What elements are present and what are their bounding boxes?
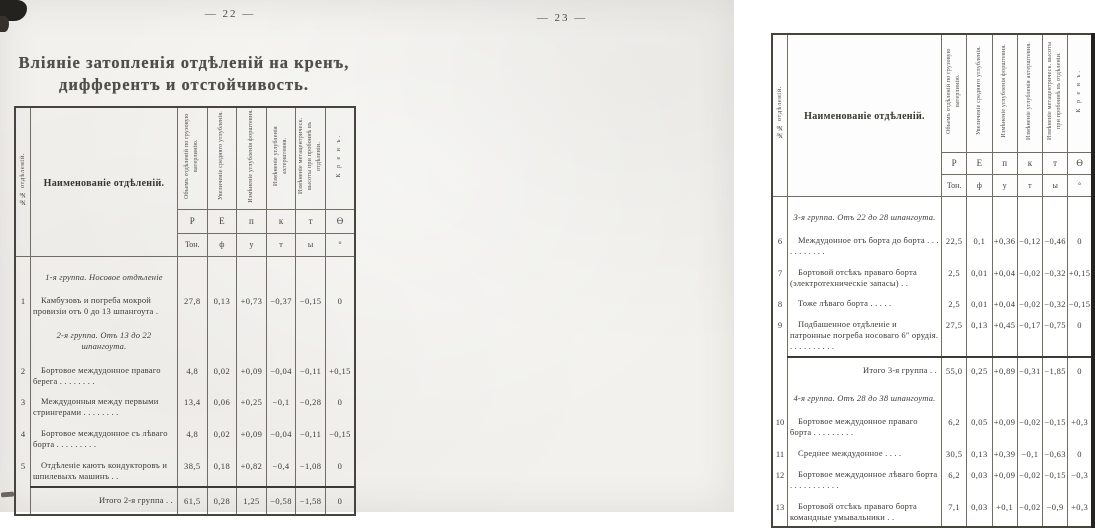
- column-header-value-1: [967, 34, 992, 152]
- column-unit: °: [1068, 174, 1093, 196]
- value-column-label: Измѣненіе углубленія ахтерштевня.: [1026, 41, 1033, 140]
- compartment-row: [15, 359, 355, 391]
- column-header-value-1: [207, 107, 237, 209]
- column-symbol: Р: [942, 152, 967, 174]
- group-heading-row: [772, 196, 1093, 229]
- value-cell: −0,46: [1043, 229, 1068, 261]
- compartment-numbers-label: №№ отдѣленій.: [19, 152, 27, 206]
- value-cell: 61,5: [178, 487, 208, 515]
- value-cell: [992, 196, 1017, 229]
- value-cell: −0,31: [1017, 357, 1042, 384]
- value-cell: −0,12: [1017, 229, 1042, 261]
- value-column-label: Объемъ отдѣленій по грузовую ватерлинію.: [946, 47, 962, 134]
- row-number-cell: 13: [772, 495, 788, 528]
- page-number: — 22 —: [204, 8, 256, 20]
- value-column-label: К р е н ъ.: [1076, 69, 1083, 113]
- compartment-row: [15, 289, 355, 321]
- column-unit: ы: [1043, 174, 1068, 196]
- value-cell: +0,25: [237, 390, 267, 422]
- total-row: [15, 487, 355, 515]
- value-cell: −0,4: [266, 454, 296, 487]
- value-cell: −1,58: [296, 487, 326, 515]
- value-cell: [266, 321, 296, 359]
- value-cell: 13,4: [178, 390, 208, 422]
- column-unit: ы: [296, 233, 326, 256]
- column-header-value-3: [266, 107, 296, 209]
- value-cell: 0,02: [207, 422, 237, 454]
- value-cell: −0,15: [296, 289, 326, 321]
- compartment-name-cell: Итого 2-я группа . .: [31, 487, 178, 515]
- compartment-name-cell: Камбузовъ и погреба мокрой провизіи отъ 0 до 13 шпангоута .: [31, 289, 178, 321]
- value-column-label: Объемъ отдѣленій по грузовую ватерлинію.: [184, 112, 200, 199]
- value-cell: [1017, 196, 1042, 229]
- column-header-value-4: [1043, 34, 1068, 152]
- value-cell: −0,75: [1043, 313, 1068, 357]
- value-cell: 4,8: [178, 359, 208, 391]
- value-cell: 22,5: [942, 229, 967, 261]
- value-cell: 2,5: [942, 261, 967, 293]
- value-cell: 4,8: [178, 422, 208, 454]
- value-cell: −0,15: [1068, 292, 1093, 313]
- compartment-name-cell: Тоже лѣваго борта . . . . .: [788, 292, 942, 313]
- value-cell: −0,58: [266, 487, 296, 515]
- group-heading-cell: 4-я группа. Отъ 28 до 38 шпангоута.: [788, 384, 942, 410]
- flooding-effects-table-right: [771, 33, 1095, 528]
- value-cell: 2,5: [942, 292, 967, 313]
- row-number-cell: 6: [772, 229, 788, 261]
- column-unit: у: [992, 174, 1017, 196]
- value-column-label: Увеличеніе средняго углубленія.: [218, 111, 225, 201]
- value-cell: −0,02: [1017, 410, 1042, 442]
- value-cell: 0: [325, 454, 355, 487]
- group-heading-row: [15, 256, 355, 289]
- value-cell: −0,1: [1017, 442, 1042, 463]
- row-number-cell: 12: [772, 463, 788, 495]
- compartment-row: [772, 495, 1093, 528]
- value-cell: [967, 196, 992, 229]
- value-cell: +0,39: [992, 442, 1017, 463]
- value-cell: −0,3: [1068, 463, 1093, 495]
- column-header-value-3: [1017, 34, 1042, 152]
- compartment-name-cell: Междудонное отъ борта до борта . . . . . . . . . . .: [788, 229, 942, 261]
- value-cell: 30,5: [942, 442, 967, 463]
- column-header-compartment-name: [788, 34, 942, 196]
- row-number-cell: 7: [772, 261, 788, 293]
- value-cell: [207, 256, 237, 289]
- value-column-label: Измѣненіе метацентрическ. высоты при пробоинѣ въ отдѣленіи.: [298, 117, 323, 194]
- compartment-name-cell: Бортовой отсѣкъ праваго борта (электротехническіе запасы) . .: [788, 261, 942, 293]
- column-header-value-2: [237, 107, 267, 209]
- value-cell: [207, 321, 237, 359]
- row-number-cell: 1: [15, 289, 31, 321]
- value-cell: −0,15: [1043, 463, 1068, 495]
- value-cell: [237, 321, 267, 359]
- column-unit: ф: [207, 233, 237, 256]
- row-number-cell: 9: [772, 313, 788, 357]
- row-number-cell: [15, 321, 31, 359]
- compartment-name-cell: Междудонныя между первыми стрингерами . . . . . . . .: [31, 390, 178, 422]
- value-column-label: Увеличеніе средняго углубленія.: [975, 46, 982, 136]
- value-cell: +0,09: [237, 359, 267, 391]
- value-cell: +0,04: [992, 292, 1017, 313]
- value-cell: [992, 384, 1017, 410]
- value-cell: [296, 256, 326, 289]
- value-cell: 0,1: [967, 229, 992, 261]
- column-header-value-0: [942, 34, 967, 152]
- value-cell: 0,13: [207, 289, 237, 321]
- compartment-row: [772, 463, 1093, 495]
- compartment-row: [15, 422, 355, 454]
- value-cell: [325, 321, 355, 359]
- column-symbol: т: [296, 209, 326, 233]
- column-unit: Тон.: [942, 174, 967, 196]
- value-cell: −0,15: [1043, 410, 1068, 442]
- value-cell: 0,03: [967, 463, 992, 495]
- group-heading-cell: 2-я группа. Отъ 13 до 22 шпангоута.: [31, 321, 178, 359]
- value-cell: −0,11: [296, 422, 326, 454]
- row-number-cell: 5: [15, 454, 31, 487]
- column-symbol: к: [266, 209, 296, 233]
- group-heading-cell: 1-я группа. Носовое отдѣленіе: [31, 256, 178, 289]
- value-cell: −0,28: [296, 390, 326, 422]
- column-symbol: п: [992, 152, 1017, 174]
- compartment-name-cell: Бортовое междудонное съ лѣваго борта . . . . . . . . .: [31, 422, 178, 454]
- value-cell: −0,02: [1017, 463, 1042, 495]
- value-cell: −0,02: [1017, 495, 1042, 528]
- row-number-cell: [772, 357, 788, 384]
- column-symbol: Р: [178, 209, 208, 233]
- value-cell: 0,03: [967, 495, 992, 528]
- value-cell: 0: [1068, 442, 1093, 463]
- value-cell: −0,15: [325, 422, 355, 454]
- value-cell: +0,3: [1068, 495, 1093, 528]
- column-header-value-0: [178, 107, 208, 209]
- compartment-row: [772, 229, 1093, 261]
- row-number-cell: 8: [772, 292, 788, 313]
- column-header-compartment-name: [31, 107, 178, 256]
- column-symbol: Е: [207, 209, 237, 233]
- page-23: [367, 0, 1091, 522]
- value-cell: −0,02: [1017, 261, 1042, 293]
- value-cell: 38,5: [178, 454, 208, 487]
- value-column-label: Измѣненіе углубленія форштевня.: [247, 108, 254, 203]
- value-cell: +0,09: [992, 410, 1017, 442]
- value-column-label: Измѣненіе углубленія форштевня.: [1001, 43, 1008, 138]
- row-number-cell: 11: [772, 442, 788, 463]
- value-cell: 0,13: [967, 442, 992, 463]
- value-cell: 55,0: [942, 357, 967, 384]
- value-cell: [325, 256, 355, 289]
- value-cell: 0,25: [967, 357, 992, 384]
- row-number-cell: [772, 196, 788, 229]
- column-symbol: п: [237, 209, 267, 233]
- row-number-cell: 4: [15, 422, 31, 454]
- value-column-label: Измѣненіе углубленія ахтерштевня.: [273, 125, 289, 186]
- value-cell: −0,02: [1017, 292, 1042, 313]
- column-header-value-4: [296, 107, 326, 209]
- compartment-name-label: Наименованіе отдѣленій.: [43, 177, 165, 189]
- value-cell: +0,15: [1068, 261, 1093, 293]
- column-header-compartment-numbers: [772, 34, 788, 196]
- compartment-row: [15, 390, 355, 422]
- value-cell: [942, 196, 967, 229]
- column-header-value-5: [325, 107, 355, 209]
- group-heading-row: [772, 384, 1093, 410]
- compartment-name-cell: Бортовое междудонное праваго борта . . . . . . . . .: [788, 410, 942, 442]
- value-cell: [1017, 384, 1042, 410]
- row-number-cell: [15, 256, 31, 289]
- column-symbol: Ѳ: [325, 209, 355, 233]
- value-cell: 6,2: [942, 463, 967, 495]
- value-cell: 0: [1068, 357, 1093, 384]
- column-unit: т: [1017, 174, 1042, 196]
- value-cell: +0,09: [992, 463, 1017, 495]
- row-number-cell: [772, 384, 788, 410]
- value-cell: +0,73: [237, 289, 267, 321]
- value-cell: 0,18: [207, 454, 237, 487]
- compartment-row: [772, 313, 1093, 357]
- value-cell: −0,11: [296, 359, 326, 391]
- column-header-value-5: [1068, 34, 1093, 152]
- page-number: — 23 —: [536, 12, 588, 24]
- value-cell: −0,37: [266, 289, 296, 321]
- value-cell: 0: [1068, 313, 1093, 357]
- value-cell: 0: [325, 390, 355, 422]
- column-symbol: к: [1017, 152, 1042, 174]
- flooding-effects-table-left: [14, 106, 356, 516]
- column-unit: ф: [967, 174, 992, 196]
- value-cell: [178, 321, 208, 359]
- total-row: [772, 357, 1093, 384]
- compartment-numbers-label: №№ отдѣленій.: [776, 86, 784, 140]
- value-cell: 0,02: [207, 359, 237, 391]
- page-title-line2: дифферентъ и отстойчивость.: [59, 74, 309, 94]
- value-cell: [1068, 196, 1093, 229]
- value-cell: −0,63: [1043, 442, 1068, 463]
- compartment-row: [772, 410, 1093, 442]
- value-cell: −1,85: [1043, 357, 1068, 384]
- value-cell: −0,17: [1017, 313, 1042, 357]
- group-heading-row: [15, 321, 355, 359]
- column-unit: у: [237, 233, 267, 256]
- compartment-name-cell: Бортовое междудонное лѣваго борта . . . . . . . . . . .: [788, 463, 942, 495]
- column-symbol: Ѳ: [1068, 152, 1093, 174]
- page-title: [4, 52, 364, 96]
- column-unit: Тон.: [178, 233, 208, 256]
- value-cell: 0: [1068, 229, 1093, 261]
- value-cell: [1043, 384, 1068, 410]
- compartment-name-cell: Среднее междудонное . . . .: [788, 442, 942, 463]
- value-cell: −1,08: [296, 454, 326, 487]
- row-number-cell: 3: [15, 390, 31, 422]
- value-cell: 0,13: [967, 313, 992, 357]
- value-cell: [237, 256, 267, 289]
- value-cell: +0,3: [1068, 410, 1093, 442]
- value-cell: 0,01: [967, 261, 992, 293]
- flooding-effects-table: [771, 33, 1095, 528]
- value-cell: +0,45: [992, 313, 1017, 357]
- value-cell: −0,04: [266, 359, 296, 391]
- value-cell: +0,15: [325, 359, 355, 391]
- compartment-name-cell: Отдѣленіе каютъ кондукторовъ и шпилевыхъ машинъ . .: [31, 454, 178, 487]
- value-cell: +0,1: [992, 495, 1017, 528]
- compartment-row: [772, 442, 1093, 463]
- row-number-cell: [15, 487, 31, 515]
- value-cell: 27,5: [942, 313, 967, 357]
- value-cell: −0,9: [1043, 495, 1068, 528]
- value-cell: +0,89: [992, 357, 1017, 384]
- row-number-cell: 10: [772, 410, 788, 442]
- column-symbol: Е: [967, 152, 992, 174]
- value-cell: 0,28: [207, 487, 237, 515]
- compartment-row: [772, 261, 1093, 293]
- column-unit: т: [266, 233, 296, 256]
- value-cell: 27,8: [178, 289, 208, 321]
- value-cell: −0,1: [266, 390, 296, 422]
- value-cell: [1043, 196, 1068, 229]
- value-cell: +0,82: [237, 454, 267, 487]
- page-22: [0, 0, 367, 512]
- compartment-name-cell: Бортовой отсѣкъ праваго борта командные умывальники . .: [788, 495, 942, 528]
- value-cell: 7,1: [942, 495, 967, 528]
- value-cell: +0,09: [237, 422, 267, 454]
- value-column-label: Измѣненіе метацентрическ. высоты при пробоинѣ въ отдѣленіи.: [1047, 41, 1063, 140]
- value-cell: −0,32: [1043, 292, 1068, 313]
- value-cell: 0,05: [967, 410, 992, 442]
- value-cell: +0,04: [992, 261, 1017, 293]
- compartment-row: [15, 454, 355, 487]
- value-cell: 0,06: [207, 390, 237, 422]
- value-cell: [1068, 384, 1093, 410]
- compartment-row: [772, 292, 1093, 313]
- value-cell: −0,04: [266, 422, 296, 454]
- value-cell: −0,32: [1043, 261, 1068, 293]
- value-cell: 1,25: [237, 487, 267, 515]
- value-cell: [967, 384, 992, 410]
- column-header-value-2: [992, 34, 1017, 152]
- value-cell: 0: [325, 289, 355, 321]
- compartment-name-label: Наименованіе отдѣленій.: [804, 111, 925, 123]
- value-column-label: К р е н ъ.: [336, 134, 343, 178]
- value-cell: [266, 256, 296, 289]
- value-cell: 6,2: [942, 410, 967, 442]
- compartment-name-cell: Итого 3-я группа . .: [788, 357, 942, 384]
- value-cell: [178, 256, 208, 289]
- compartment-name-cell: Подбашенное отдѣленіе и патронные погреба носоваго 6″ орудія. . . . . . . . . . .: [788, 313, 942, 357]
- page-title-line1: Вліяніе затопленія отдѣленій на кренъ,: [18, 53, 350, 72]
- column-unit: °: [325, 233, 355, 256]
- row-number-cell: 2: [15, 359, 31, 391]
- compartment-name-cell: Бортовое междудонное праваго берега . . . . . . . .: [31, 359, 178, 391]
- flooding-effects-table: [14, 106, 356, 516]
- value-cell: [296, 321, 326, 359]
- value-cell: +0,36: [992, 229, 1017, 261]
- value-cell: 0,01: [967, 292, 992, 313]
- value-cell: 0: [325, 487, 355, 515]
- value-cell: [942, 384, 967, 410]
- column-symbol: т: [1043, 152, 1068, 174]
- group-heading-cell: 3-я группа. Отъ 22 до 28 шпангоута.: [788, 196, 942, 229]
- column-header-compartment-numbers: [15, 107, 31, 256]
